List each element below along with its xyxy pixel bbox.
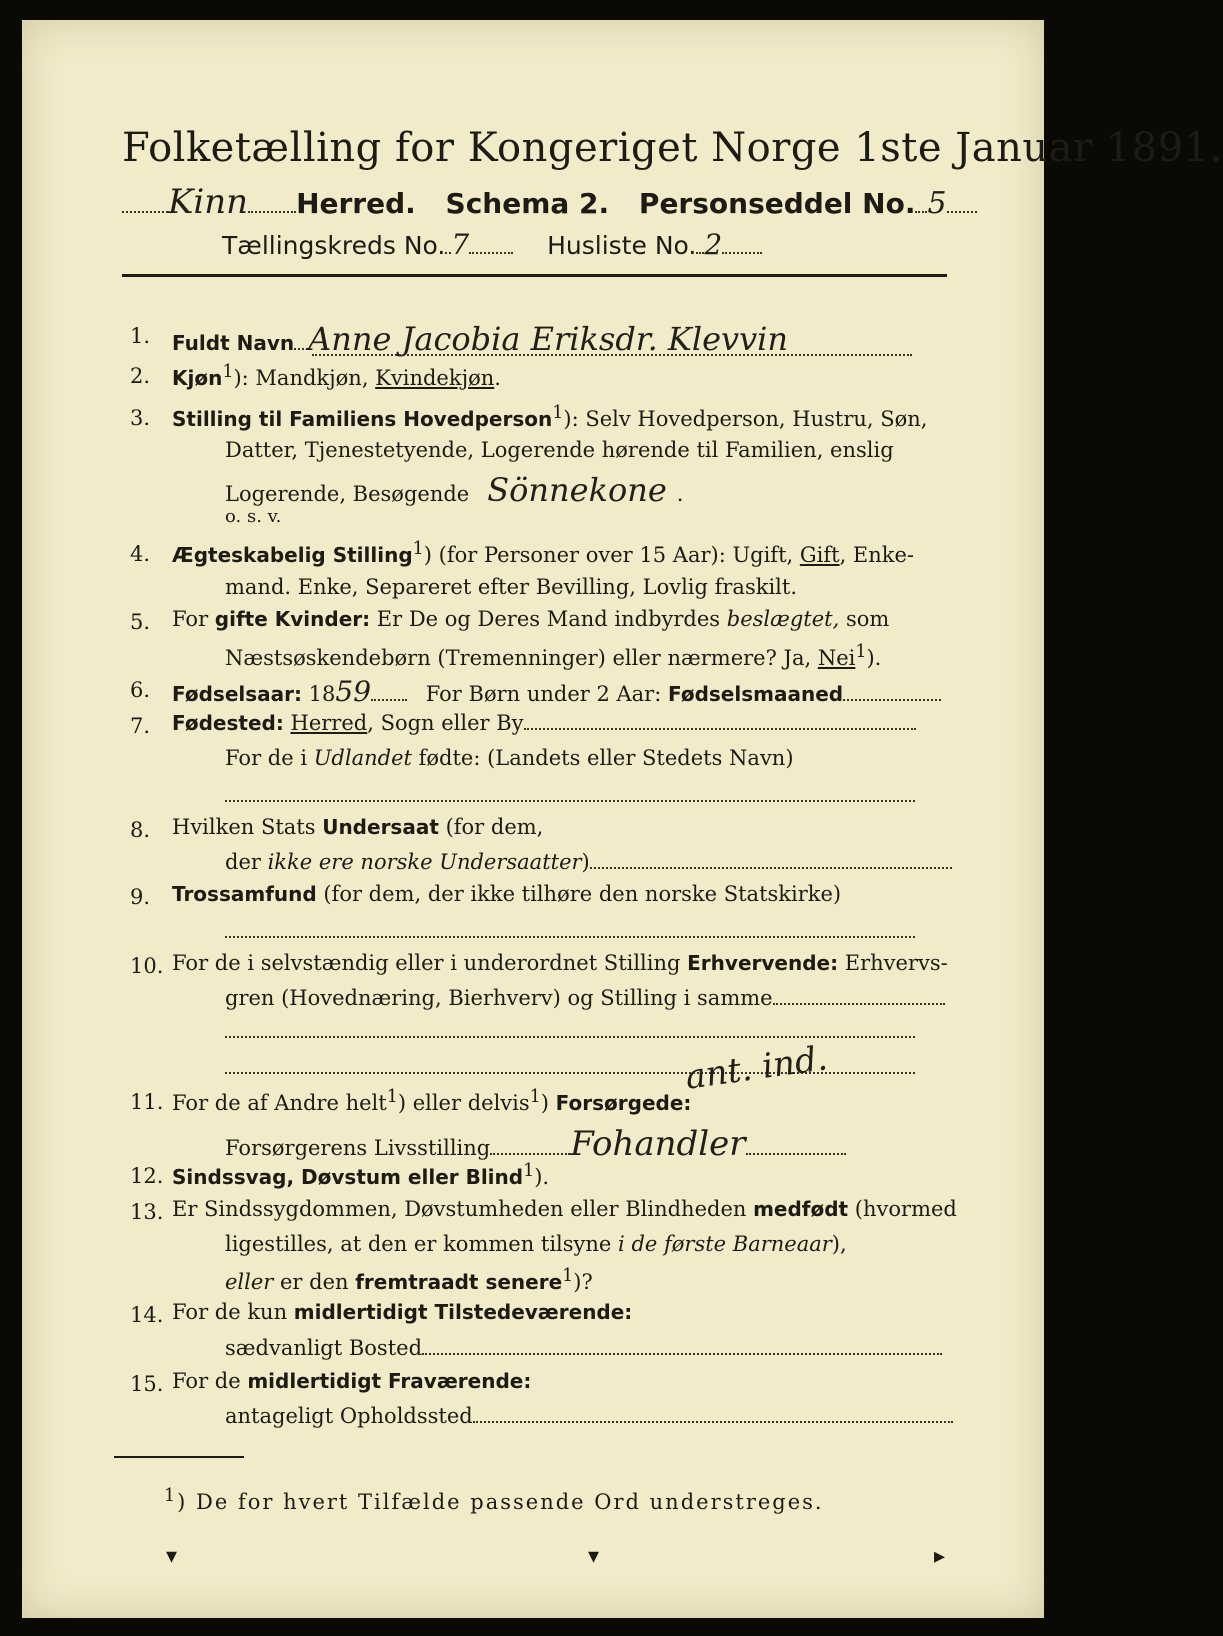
personseddel-handwritten: 5	[927, 186, 947, 221]
q9-label: Trossamfund	[172, 882, 317, 906]
q3-number: 3.	[130, 406, 151, 430]
q8-text-2b: ikke ere norske Undersaatter	[267, 850, 582, 874]
q13-label-2: fremtraadt senere	[355, 1270, 563, 1294]
q12-sup: 1	[523, 1161, 535, 1181]
census-form	[22, 20, 1223, 1618]
q6-handwritten-year: 59	[335, 675, 372, 708]
q11-label: Forsørgede:	[555, 1091, 692, 1115]
q11-text-2: Forsørgerens Livsstilling	[225, 1136, 491, 1160]
q5-text-1b: Er De og Deres Mand indbyrdes	[370, 607, 727, 631]
q8-number: 8.	[130, 818, 151, 842]
q7-row-2	[225, 746, 794, 770]
q15-row-2	[225, 1404, 953, 1428]
q3-text-1: ): Selv Hovedperson, Hustru, Søn,	[563, 407, 928, 431]
corner-mark-left-icon: ▾	[166, 1544, 178, 1569]
form-title: Folketælling for Kongeriget Norge 1ste Januar 1891.	[122, 125, 1223, 171]
q8-row-1	[172, 815, 543, 839]
q7-text-1a	[284, 711, 291, 735]
q4-text-2: mand. Enke, Separeret efter Bevilling, Lovlig fraskilt.	[225, 575, 798, 599]
q1-number: 1.	[130, 324, 151, 348]
q11-handwritten-2: Fohandler	[570, 1124, 746, 1164]
schema-label: Schema 2.	[445, 187, 610, 220]
q5-row-1	[172, 607, 889, 631]
q14-text-2: sædvanligt Bosted	[225, 1336, 423, 1360]
q14-row-2	[225, 1336, 942, 1360]
q10-row-2	[225, 986, 945, 1010]
q3-label: Stilling til Familiens Hovedperson	[172, 407, 553, 431]
q3-text-4: o. s. v.	[225, 506, 282, 527]
q8-label: Undersaat	[322, 815, 439, 839]
q7-number: 7.	[130, 714, 151, 738]
q5-number: 5.	[130, 610, 151, 634]
q3-sup: 1	[552, 403, 564, 423]
q13-sup: 1	[562, 1266, 574, 1286]
q11-text-1c: )	[540, 1091, 556, 1115]
q12-label: Sindssvag, Døvstum eller Blind	[172, 1165, 524, 1189]
q8-row-2	[225, 850, 952, 874]
q10-text-1a: For de i selvstændig eller i underordnet Stilling	[172, 951, 688, 975]
husliste-handwritten: 2	[704, 228, 723, 261]
q13-number: 13.	[130, 1200, 164, 1224]
q5-text-2c: ).	[866, 646, 882, 670]
q6-number: 6.	[130, 678, 151, 702]
q13-label: medfødt	[753, 1197, 849, 1221]
q14-row-1	[172, 1300, 632, 1324]
q8-text-1a: Hvilken Stats	[172, 815, 323, 839]
q7-dotline	[225, 800, 915, 802]
q13-text-2c: ),	[831, 1232, 847, 1256]
q3-row-1	[172, 403, 927, 431]
q4-text-1a: ) (for Personer over 15 Aar): Ugift,	[423, 543, 800, 567]
kreds-line	[222, 228, 762, 261]
q9-text: (for dem, der ikke tilhøre den norske Statskirke)	[316, 882, 842, 906]
q6-prefix: 18	[302, 682, 336, 706]
q7-udlandet: Udlandet	[313, 746, 412, 770]
footnote	[164, 1486, 824, 1514]
q12-row	[172, 1161, 549, 1189]
q4-gift: Gift	[799, 543, 840, 567]
q5-nei: Nei	[817, 646, 856, 670]
q2-sup: 1	[222, 362, 234, 382]
personseddel-label: Personseddel No.	[638, 187, 916, 220]
q5-beslaegtet: beslægtet,	[726, 607, 840, 631]
q1-row	[172, 320, 788, 358]
q5-sup: 1	[855, 642, 867, 662]
q5-text-2a: Næstsøskendebørn (Tremenninger) eller nærmere? Ja,	[225, 646, 818, 670]
q8-text-2a: der	[225, 850, 268, 874]
q13-text-1a: Er Sindssygdommen, Døvstumheden eller Blindheden	[172, 1197, 754, 1221]
q13-row-3	[225, 1266, 593, 1294]
q2-label: Kjøn	[172, 366, 223, 390]
q10-dotline-1	[225, 1036, 915, 1038]
q6-row	[172, 675, 941, 708]
q11-sup-1: 1	[386, 1087, 398, 1107]
q2-kvindekjon: Kvindekjøn	[375, 366, 495, 390]
q9-dotline	[225, 936, 915, 938]
q13-text-1b: (hvormed	[848, 1197, 957, 1221]
q13-row-2	[225, 1232, 847, 1256]
herred-handwritten: Kinn	[168, 182, 249, 222]
q3-row-3: Logerende, Besøgende Sönnekone .	[225, 471, 684, 509]
q6-label: Fødselsaar:	[172, 682, 302, 706]
q4-row-1	[172, 539, 914, 567]
q8-text-1b: (for dem,	[438, 815, 544, 839]
q3-text-3: Logerende, Besøgende	[225, 482, 470, 506]
q13-row-1	[172, 1197, 957, 1221]
q10-label: Erhvervende:	[687, 951, 839, 975]
q7-row-1	[172, 711, 916, 735]
q4-text-1c: , Enke-	[839, 543, 915, 567]
q2-text-a: ): Mandkjøn,	[233, 366, 376, 390]
kreds-handwritten: 7	[451, 228, 470, 261]
q10-text-1b: Erhvervs-	[838, 951, 948, 975]
q7-text-2a: For de i	[225, 746, 314, 770]
q10-row-1	[172, 951, 948, 975]
q2-row	[172, 362, 501, 390]
q1-label: Fuldt Navn	[172, 331, 295, 355]
q5-text-1d: som	[839, 607, 890, 631]
q6-label-2: Fødselsmaaned	[667, 682, 844, 706]
q14-number: 14.	[130, 1303, 164, 1327]
q13-text-3c: )?	[573, 1270, 593, 1294]
q9-number: 9.	[130, 885, 151, 909]
q10-text-2: gren (Hovednæring, Bierhverv) og Stilling i samme	[225, 986, 773, 1010]
q2-text-c: .	[494, 366, 501, 390]
q7-text-1c: , Sogn eller By	[367, 711, 524, 735]
footnote-sup: 1	[164, 1486, 178, 1506]
q11-row-2	[225, 1124, 846, 1164]
q8-text-2c: )	[581, 850, 590, 874]
q14-text-1a: For de kun	[172, 1300, 294, 1324]
q1-handwritten: Anne Jacobia Eriksdr. Klevvin	[308, 320, 788, 358]
q13-text-2b: i de første Barneaar	[618, 1232, 832, 1256]
q11-row-1	[172, 1087, 691, 1115]
q15-number: 15.	[130, 1372, 164, 1396]
q7-herred: Herred	[290, 711, 368, 735]
q13-text-3a: eller	[225, 1270, 274, 1294]
q13-text-3b: er den	[273, 1270, 356, 1294]
q2-number: 2.	[130, 364, 151, 388]
q3-text-2: Datter, Tjenestetyende, Logerende hørende til Familien, enslig	[225, 438, 894, 462]
q4-number: 4.	[130, 542, 151, 566]
q4-sup: 1	[412, 539, 424, 559]
kreds-label: Tællingskreds No.	[222, 231, 446, 260]
q9-row	[172, 882, 841, 906]
q4-label: Ægteskabelig Stilling	[172, 543, 413, 567]
footnote-text: ) De for hvert Tilfælde passende Ord understreges.	[177, 1490, 824, 1514]
q15-row-1	[172, 1369, 531, 1393]
q5-row-2	[225, 642, 881, 670]
corner-mark-right-icon: ▸	[934, 1544, 946, 1569]
q11-number: 11.	[130, 1090, 164, 1114]
q3-handwritten: Sönnekone	[487, 471, 667, 509]
herred-line	[122, 182, 977, 222]
corner-mark-center-icon: ▾	[588, 1544, 600, 1569]
q13-text-2a: ligestilles, at den er kommen tilsyne	[225, 1232, 619, 1256]
q15-label: midlertidigt Fraværende:	[247, 1369, 532, 1393]
q1-dotline	[312, 354, 912, 356]
q6-text: For Børn under 2 Aar:	[425, 682, 668, 706]
q12-number: 12.	[130, 1164, 164, 1188]
q5-label: gifte Kvinder:	[214, 607, 371, 631]
q15-text-1a: For de	[172, 1369, 248, 1393]
q15-text-2: antageligt Opholdssted	[225, 1404, 473, 1428]
q10-number: 10.	[130, 954, 164, 978]
q11-text-1b: ) eller delvis	[397, 1091, 530, 1115]
q7-label: Fødested:	[172, 711, 284, 735]
q7-text-2c: fødte: (Landets eller Stedets Navn)	[411, 746, 794, 770]
herred-label: Herred.	[296, 187, 416, 220]
q11-sup-2: 1	[529, 1087, 541, 1107]
q11-text-1a: For de af Andre helt	[172, 1091, 387, 1115]
q11-handwritten-1: ant. ind.	[682, 1038, 830, 1098]
footnote-rule	[114, 1456, 244, 1458]
q5-text-1a: For	[172, 607, 215, 631]
q14-label: midlertidigt Tilstedeværende:	[293, 1300, 633, 1324]
q12-text: ).	[534, 1165, 550, 1189]
header-rule	[122, 274, 947, 277]
husliste-label: Husliste No.	[547, 231, 697, 260]
